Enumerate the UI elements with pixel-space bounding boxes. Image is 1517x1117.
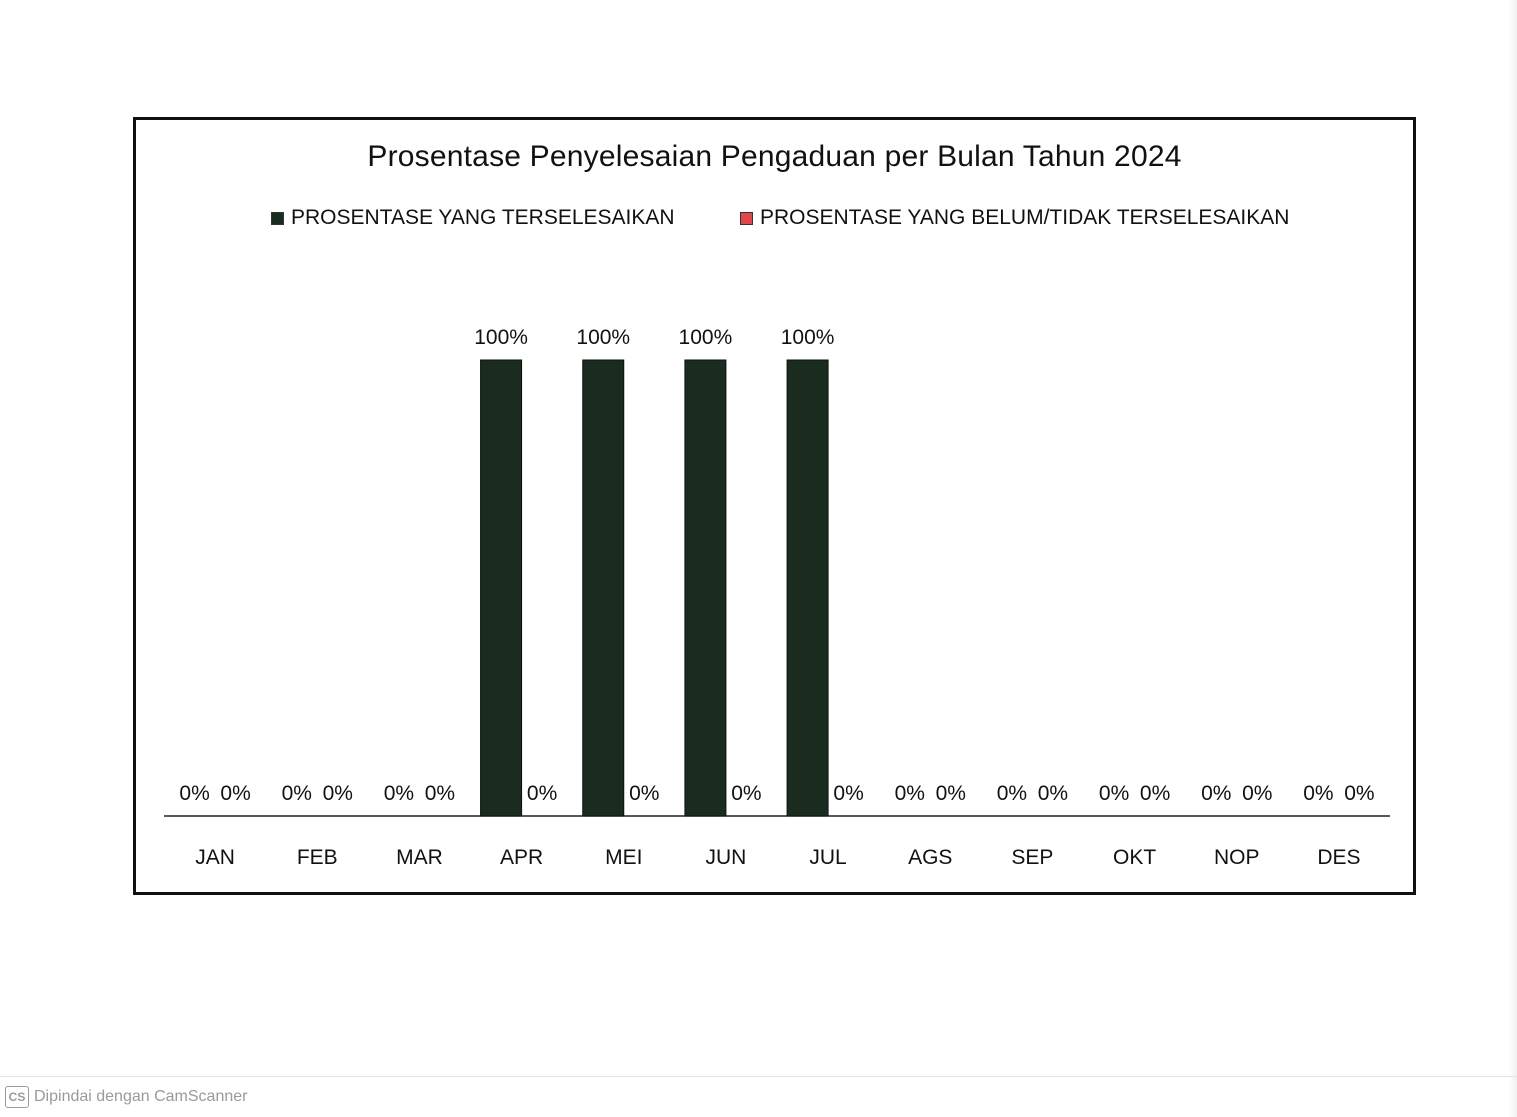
scan-bottom-rule	[0, 1076, 1517, 1077]
chart-frame	[133, 117, 1416, 895]
data-label-belum-terselesaikan-apr: 0%	[526, 782, 558, 805]
chart-title: Prosentase Penyelesaian Pengaduan per Bulan Tahun 2024	[367, 140, 1182, 173]
x-tick-label-okt: OKT	[1112, 846, 1157, 869]
data-label-terselesaikan-nop: 0%	[1201, 782, 1232, 805]
data-label-belum-terselesaikan-jan: 0%	[220, 782, 251, 805]
data-label-terselesaikan-mei: 100%	[576, 326, 631, 349]
x-tick-label-des: DES	[1317, 846, 1361, 869]
x-tick-label-jul: JUL	[809, 846, 847, 869]
data-label-terselesaikan-ags: 0%	[894, 782, 925, 805]
page-edge-shadow	[1509, 0, 1517, 1117]
x-tick-label-apr: APR	[499, 846, 544, 869]
x-tick-label-jun: JUN	[705, 846, 747, 869]
data-label-terselesaikan-feb: 0%	[281, 782, 312, 805]
data-label-belum-terselesaikan-nop: 0%	[1242, 782, 1273, 805]
data-label-terselesaikan-mar: 0%	[383, 782, 415, 805]
data-label-belum-terselesaikan-des: 0%	[1344, 782, 1375, 805]
bar-terselesaikan-jun	[685, 360, 726, 816]
data-label-belum-terselesaikan-jun: 0%	[731, 782, 762, 805]
data-label-terselesaikan-jun: 100%	[678, 326, 733, 349]
data-label-belum-terselesaikan-mei: 0%	[629, 782, 660, 805]
bar-terselesaikan-jul	[787, 360, 828, 816]
data-label-belum-terselesaikan-ags: 0%	[935, 782, 966, 805]
chart-plot	[136, 120, 1413, 892]
data-label-terselesaikan-jul: 100%	[780, 326, 835, 349]
camscanner-logo-icon: CS	[5, 1086, 29, 1108]
data-label-belum-terselesaikan-okt: 0%	[1139, 782, 1171, 805]
bar-terselesaikan-mei	[583, 360, 624, 816]
x-tick-label-sep: SEP	[1011, 846, 1054, 869]
data-label-terselesaikan-des: 0%	[1303, 782, 1334, 805]
data-label-belum-terselesaikan-feb: 0%	[322, 782, 353, 805]
data-label-belum-terselesaikan-jul: 0%	[833, 782, 864, 805]
data-label-terselesaikan-sep: 0%	[996, 782, 1028, 805]
scanner-footer-text: Dipindai dengan CamScanner	[34, 1088, 248, 1105]
legend-label-belum-terselesaikan: PROSENTASE YANG BELUM/TIDAK TERSELESAIKAN	[760, 206, 1290, 229]
data-label-terselesaikan-okt: 0%	[1098, 782, 1130, 805]
x-tick-label-mar: MAR	[396, 846, 443, 869]
data-label-belum-terselesaikan-mar: 0%	[424, 782, 456, 805]
data-label-terselesaikan-apr: 100%	[474, 326, 528, 349]
scanner-footer	[5, 1086, 247, 1108]
x-tick-label-mei: MEI	[605, 846, 643, 869]
x-tick-label-feb: FEB	[296, 846, 338, 869]
x-tick-label-ags: AGS	[908, 846, 953, 869]
data-label-terselesaikan-jan: 0%	[179, 782, 210, 805]
x-tick-label-nop: NOP	[1213, 846, 1260, 869]
bar-terselesaikan-apr	[481, 360, 522, 816]
legend-label-terselesaikan: PROSENTASE YANG TERSELESAIKAN	[291, 206, 675, 229]
data-label-belum-terselesaikan-sep: 0%	[1037, 782, 1069, 805]
x-tick-label-jan: JAN	[195, 846, 235, 869]
